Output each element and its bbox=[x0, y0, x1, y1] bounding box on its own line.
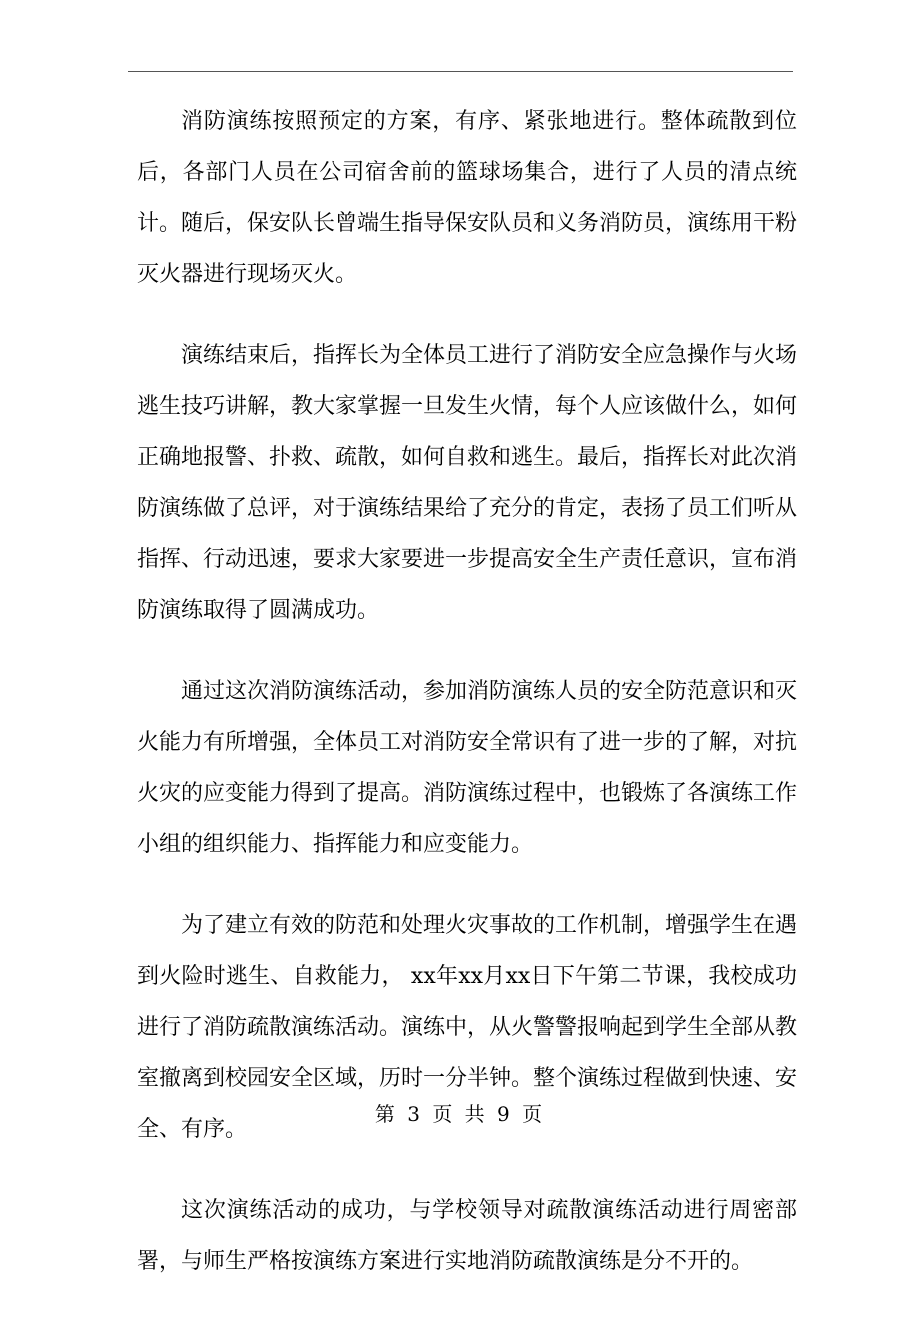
paragraph-2: 演练结束后，指挥长为全体员工进行了消防安全应急操作与火场逃生技巧讲解，教大家掌握一旦发生火情，每个人应该做什么，如何正确地报警、扑救、疏散，如何自救和逃生。最后，指挥长对此次消防演练做了总评，对于演练结果给了充分的肯定，表扬了员工们听从指挥、行动迅速，要求大家要进一步提高安全生产责任意识，宣布消防演练取得了圆满成功。 bbox=[137, 343, 798, 623]
header-rule bbox=[128, 71, 793, 72]
paragraph-3: 通过这次消防演练活动，参加消防演练人员的安全防范意识和灭火能力有所增强，全体员工对消防安全常识有了进一步的了解，对抗火灾的应变能力得到了提高。消防演练过程中，也锻炼了各演练工作小组的组织能力、指挥能力和应变能力。 bbox=[137, 679, 798, 857]
document-body bbox=[137, 96, 797, 1317]
paragraph-4: 为了建立有效的防范和处理火灾事故的工作机制，增强学生在遇到火险时逃生、自救能力， xx年xx月xx日下午第二节课，我校成功进行了消防疏散演练活动。演练中，从火警警报响起到学生全部从教室撤离到校园安全区域，历时一分半钟。整个演练过程做到快速、安全、有序。 bbox=[137, 913, 798, 1142]
page-number-footer: 第 3 页 共 9 页 bbox=[374, 1102, 546, 1126]
paragraph-5: 这次演练活动的成功，与学校领导对疏散演练活动进行周密部署，与师生严格按演练方案进行实地消防疏散演练是分不开的。 bbox=[137, 1198, 797, 1274]
paragraph-1: 消防演练按照预定的方案，有序、紧张地进行。整体疏散到位后，各部门人员在公司宿舍前的篮球场集合，进行了人员的清点统计。随后，保安队长曾端生指导保安队员和义务消防员，演练用干粉灭火器进行现场灭火。 bbox=[137, 109, 798, 287]
